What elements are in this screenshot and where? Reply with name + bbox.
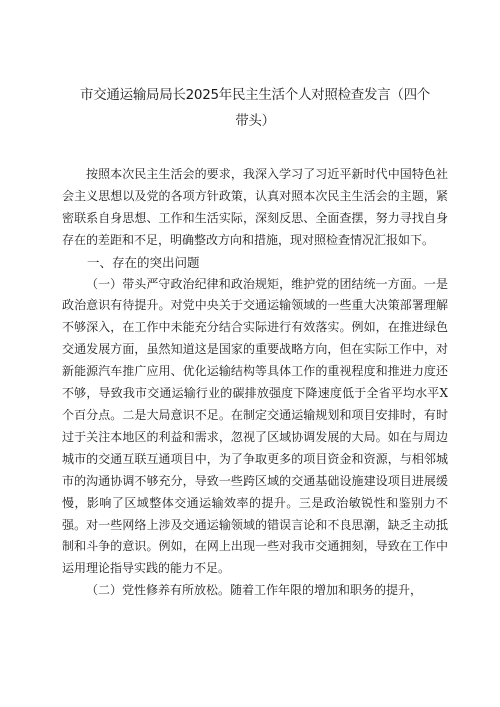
document-title [54,82,456,134]
title-line-1: 市交通运输局局长2025年民主生活个人对照检查发言（四个 [80,87,430,103]
title-line-2: 带头） [235,113,275,129]
document-body [62,164,448,602]
body-paragraph: （一）带头严守政治纪律和政治规矩，维护党的团结统一方面。一是政治意识有待提升。对党中央关于交通运输领域的一些重大决策部署理解不够深入，在工作中未能充分结合实际进行有效落实。例如，在推进绿色交通发展方面，虽然知道这是国家的重要战略方向，但在实际工作中，对新能源汽车推广应用、优化运输结构等具体工作的重视程度和推进力度还不够，导致我市交通运输行业的碳排放强度下降速度低于全省平均水平X个百分点。二是大局意识不足。在制定交通运输规划和项目安排时，有时过于关注本地区的利益和需求，忽视了区域协调发展的大局。如在与周边城市的交通互联互通项目中，为了争取更多的项目资金和资源，与相邻城市的沟通协调不够充分，导致一些跨区域的交通基础设施建设项目进展缓慢，影响了区域整体交通运输效率的提升。三是政治敏锐性和鉴别力不强。对一些网络上涉及交通运输领域的错误言论和不良思潮，缺乏主动抵制和斗争的意识。例如，在网上出现一些对我市交通拥刻，导致在工作中运用理论指导实践的能力不足。 [62,276,448,576]
section-heading: 一、存在的突出问题 [87,254,200,270]
intro-paragraph: 按照本次民主生活会的要求，我深入学习了习近平新时代中国特色社会主义思想以及党的各项方针政策，认真对照本次民主生活会的主题，紧密联系自身思想、工作和生活实际，深刻反思、全面查摆，努力寻找自身存在的差距和不足，明确整改方向和措施，现对照检查情况汇报如下。 [62,167,448,247]
body-paragraph: （二）党性修养有所放松。随着工作年限的增加和职务的提升， [86,583,423,598]
